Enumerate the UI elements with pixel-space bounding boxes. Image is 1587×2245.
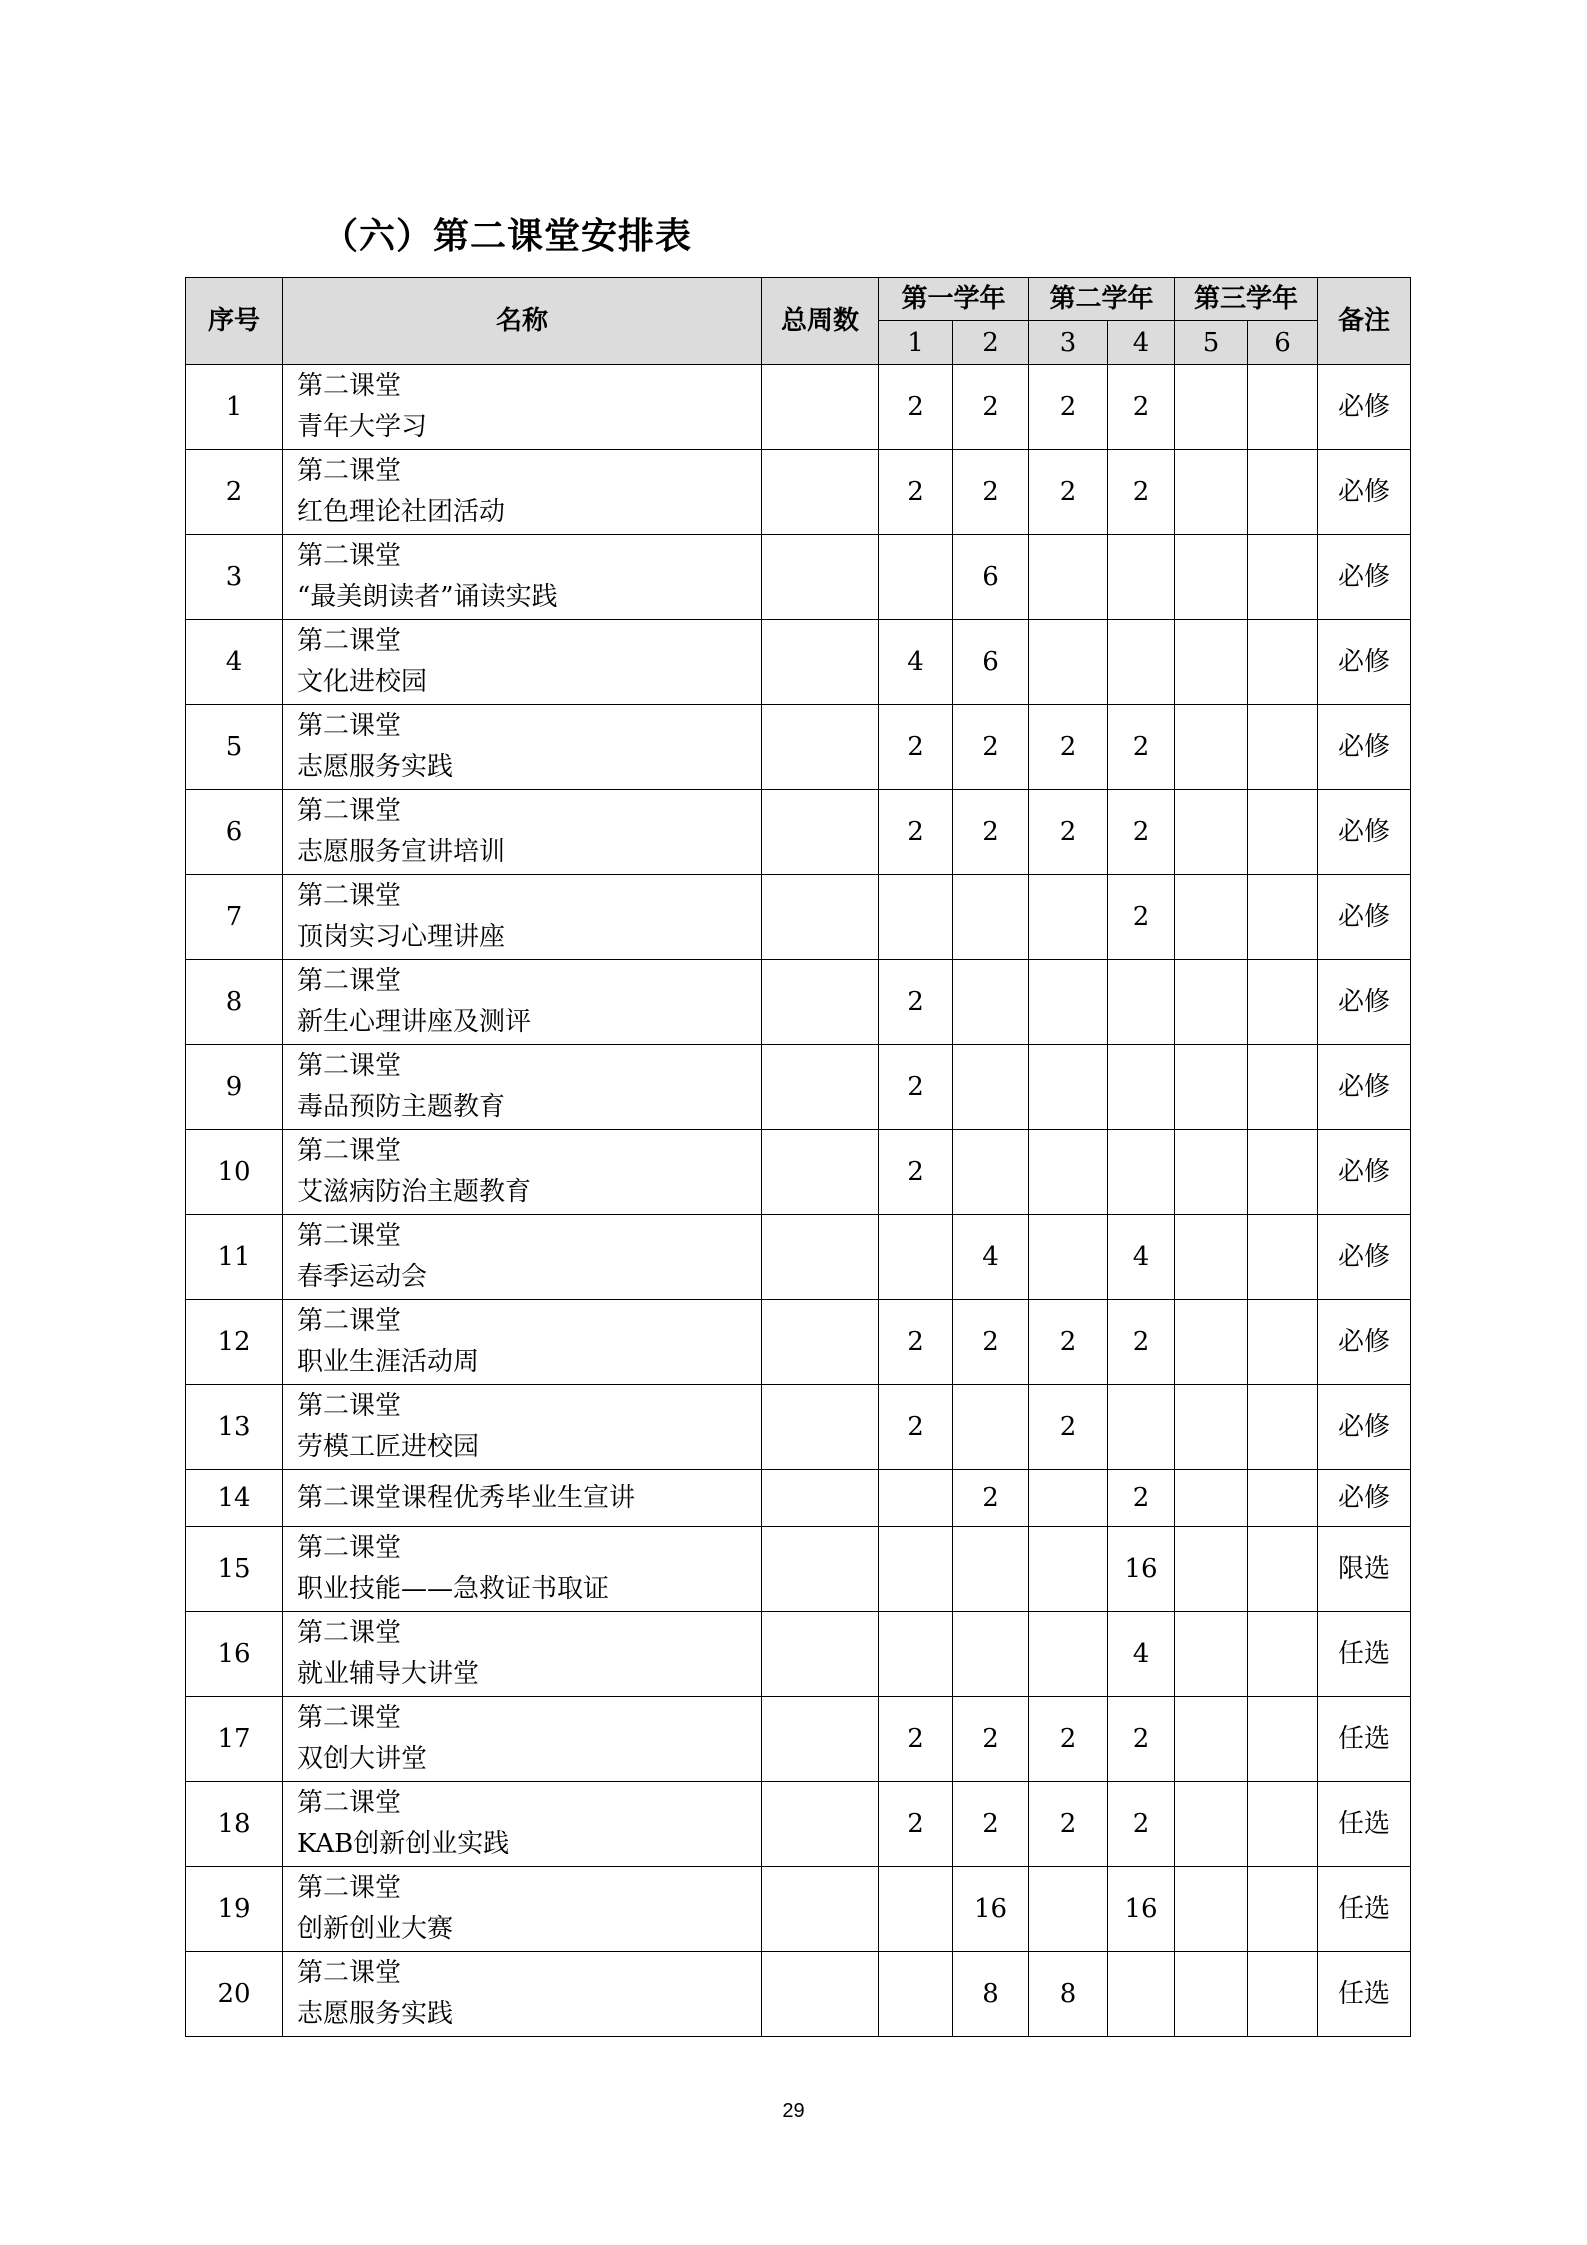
row-name bbox=[283, 1952, 762, 2037]
row-term-5 bbox=[1175, 1215, 1248, 1300]
row-term-1: 2 bbox=[879, 1130, 953, 1215]
row-term-1 bbox=[879, 1612, 953, 1697]
row-remark: 任选 bbox=[1318, 1612, 1411, 1697]
row-name-line2: 职业技能——急救证书取证 bbox=[297, 1574, 610, 1604]
row-name-line2: 青年大学习 bbox=[297, 412, 428, 442]
row-total-weeks bbox=[762, 450, 879, 535]
row-term-5 bbox=[1175, 705, 1248, 790]
row-name-line1: 第二课堂 bbox=[297, 1136, 402, 1166]
row-seq: 9 bbox=[186, 1045, 283, 1130]
row-term-4: 4 bbox=[1108, 1612, 1175, 1697]
row-term-4: 2 bbox=[1108, 1697, 1175, 1782]
row-seq: 13 bbox=[186, 1385, 283, 1470]
row-term-5 bbox=[1175, 1527, 1248, 1612]
row-term-4 bbox=[1108, 1952, 1175, 2037]
row-remark: 任选 bbox=[1318, 1867, 1411, 1952]
row-term-5 bbox=[1175, 1130, 1248, 1215]
row-term-2: 2 bbox=[953, 365, 1029, 450]
row-term-1: 2 bbox=[879, 705, 953, 790]
row-total-weeks bbox=[762, 1697, 879, 1782]
row-remark: 必修 bbox=[1318, 365, 1411, 450]
table-row bbox=[186, 790, 1411, 875]
table-row bbox=[186, 620, 1411, 705]
row-total-weeks bbox=[762, 1952, 879, 2037]
row-term-2: 2 bbox=[953, 450, 1029, 535]
row-total-weeks bbox=[762, 535, 879, 620]
row-term-6 bbox=[1248, 1215, 1318, 1300]
row-term-5 bbox=[1175, 450, 1248, 535]
row-term-5 bbox=[1175, 1385, 1248, 1470]
row-seq: 18 bbox=[186, 1782, 283, 1867]
row-name bbox=[283, 1612, 762, 1697]
row-term-6 bbox=[1248, 1527, 1318, 1612]
row-term-4: 2 bbox=[1108, 1782, 1175, 1867]
table-row bbox=[186, 1612, 1411, 1697]
row-total-weeks bbox=[762, 1385, 879, 1470]
row-name bbox=[283, 790, 762, 875]
row-term-4: 2 bbox=[1108, 450, 1175, 535]
row-remark: 必修 bbox=[1318, 960, 1411, 1045]
row-term-2: 8 bbox=[953, 1952, 1029, 2037]
row-term-4 bbox=[1108, 1385, 1175, 1470]
table-row bbox=[186, 535, 1411, 620]
row-seq: 7 bbox=[186, 875, 283, 960]
row-name-line2: 志愿服务实践 bbox=[297, 752, 454, 782]
row-name bbox=[283, 960, 762, 1045]
row-seq: 14 bbox=[186, 1470, 283, 1527]
row-seq: 17 bbox=[186, 1697, 283, 1782]
row-term-2: 2 bbox=[953, 1782, 1029, 1867]
table-row bbox=[186, 875, 1411, 960]
row-name bbox=[283, 1130, 762, 1215]
header-term: 3 bbox=[1029, 321, 1108, 365]
row-total-weeks bbox=[762, 875, 879, 960]
row-term-2 bbox=[953, 1045, 1029, 1130]
row-term-5 bbox=[1175, 790, 1248, 875]
table-row bbox=[186, 1300, 1411, 1385]
row-term-6 bbox=[1248, 1612, 1318, 1697]
row-term-4 bbox=[1108, 1045, 1175, 1130]
row-total-weeks bbox=[762, 1867, 879, 1952]
row-name-line1: 第二课堂 bbox=[297, 541, 402, 571]
row-total-weeks bbox=[762, 1782, 879, 1867]
row-term-5 bbox=[1175, 1782, 1248, 1867]
row-term-1 bbox=[879, 875, 953, 960]
row-total-weeks bbox=[762, 960, 879, 1045]
row-term-6 bbox=[1248, 1300, 1318, 1385]
row-term-2: 16 bbox=[953, 1867, 1029, 1952]
schedule-table bbox=[185, 277, 1411, 2037]
row-term-4: 2 bbox=[1108, 875, 1175, 960]
row-term-5 bbox=[1175, 1952, 1248, 2037]
row-name-line1: 第二课堂 bbox=[297, 1703, 402, 1733]
row-remark: 限选 bbox=[1318, 1527, 1411, 1612]
row-name-line2: 顶岗实习心理讲座 bbox=[297, 922, 506, 952]
row-name-line1: 第二课堂 bbox=[297, 1306, 402, 1336]
row-term-1: 2 bbox=[879, 1697, 953, 1782]
row-remark: 必修 bbox=[1318, 875, 1411, 960]
row-name bbox=[283, 620, 762, 705]
row-remark: 必修 bbox=[1318, 620, 1411, 705]
row-remark: 任选 bbox=[1318, 1697, 1411, 1782]
row-total-weeks bbox=[762, 1130, 879, 1215]
row-name-line1: 第二课堂 bbox=[297, 711, 402, 741]
page-title: （六）第二课堂安排表 bbox=[322, 216, 693, 257]
row-term-1 bbox=[879, 1867, 953, 1952]
row-term-6 bbox=[1248, 450, 1318, 535]
row-total-weeks bbox=[762, 365, 879, 450]
row-term-6 bbox=[1248, 535, 1318, 620]
row-term-6 bbox=[1248, 1697, 1318, 1782]
row-term-6 bbox=[1248, 790, 1318, 875]
row-name-line2: 职业生涯活动周 bbox=[297, 1347, 480, 1377]
row-term-4 bbox=[1108, 960, 1175, 1045]
table-row bbox=[186, 1130, 1411, 1215]
row-term-2: 2 bbox=[953, 1470, 1029, 1527]
row-term-4 bbox=[1108, 620, 1175, 705]
row-remark: 必修 bbox=[1318, 1470, 1411, 1527]
row-name-line1: 第二课堂 bbox=[297, 1391, 402, 1421]
row-name-line2: 创新创业大赛 bbox=[297, 1914, 454, 1944]
row-term-3 bbox=[1029, 535, 1108, 620]
row-seq: 2 bbox=[186, 450, 283, 535]
row-remark: 任选 bbox=[1318, 1782, 1411, 1867]
row-total-weeks bbox=[762, 620, 879, 705]
row-term-1: 2 bbox=[879, 1782, 953, 1867]
row-term-3: 2 bbox=[1029, 450, 1108, 535]
row-term-3: 2 bbox=[1029, 1385, 1108, 1470]
table-row bbox=[186, 960, 1411, 1045]
row-name-line2: 艾滋病防治主题教育 bbox=[297, 1177, 532, 1207]
row-name-line2: 志愿服务实践 bbox=[297, 1999, 454, 2029]
row-name bbox=[283, 450, 762, 535]
row-seq: 11 bbox=[186, 1215, 283, 1300]
table-body bbox=[186, 365, 1411, 2037]
row-name-line2: 志愿服务宣讲培训 bbox=[297, 837, 506, 867]
row-term-5 bbox=[1175, 1612, 1248, 1697]
row-term-3: 2 bbox=[1029, 705, 1108, 790]
row-term-5 bbox=[1175, 1300, 1248, 1385]
row-term-4: 16 bbox=[1108, 1527, 1175, 1612]
row-name bbox=[283, 1470, 762, 1527]
header-total-weeks: 总周数 bbox=[762, 278, 879, 365]
row-term-6 bbox=[1248, 1130, 1318, 1215]
row-total-weeks bbox=[762, 790, 879, 875]
row-term-1: 2 bbox=[879, 1300, 953, 1385]
row-seq: 12 bbox=[186, 1300, 283, 1385]
row-term-6 bbox=[1248, 1867, 1318, 1952]
table-row bbox=[186, 1215, 1411, 1300]
table-row bbox=[186, 450, 1411, 535]
row-term-6 bbox=[1248, 365, 1318, 450]
row-term-2: 2 bbox=[953, 790, 1029, 875]
row-term-1: 2 bbox=[879, 450, 953, 535]
row-name-line1: 第二课堂 bbox=[297, 1533, 402, 1563]
row-name-line2: 文化进校园 bbox=[297, 667, 428, 697]
table-row bbox=[186, 1697, 1411, 1782]
row-name-line1: 第二课堂课程优秀毕业生宣讲 bbox=[297, 1482, 636, 1513]
row-name bbox=[283, 1045, 762, 1130]
row-term-3 bbox=[1029, 875, 1108, 960]
row-term-1 bbox=[879, 535, 953, 620]
row-name-line1: 第二课堂 bbox=[297, 796, 402, 826]
row-name-line1: 第二课堂 bbox=[297, 1051, 402, 1081]
row-term-5 bbox=[1175, 1867, 1248, 1952]
row-seq: 3 bbox=[186, 535, 283, 620]
row-seq: 1 bbox=[186, 365, 283, 450]
row-term-2: 4 bbox=[953, 1215, 1029, 1300]
row-remark: 必修 bbox=[1318, 1130, 1411, 1215]
row-term-3 bbox=[1029, 1470, 1108, 1527]
row-term-5 bbox=[1175, 1045, 1248, 1130]
row-name bbox=[283, 1300, 762, 1385]
row-name bbox=[283, 875, 762, 960]
row-name-line1: 第二课堂 bbox=[297, 1618, 402, 1648]
row-term-3 bbox=[1029, 620, 1108, 705]
row-remark: 必修 bbox=[1318, 450, 1411, 535]
row-term-2: 6 bbox=[953, 535, 1029, 620]
row-name bbox=[283, 1697, 762, 1782]
row-total-weeks bbox=[762, 1612, 879, 1697]
row-term-3: 2 bbox=[1029, 365, 1108, 450]
row-term-1: 2 bbox=[879, 1385, 953, 1470]
row-term-2 bbox=[953, 1612, 1029, 1697]
row-term-2 bbox=[953, 960, 1029, 1045]
table-row bbox=[186, 1470, 1411, 1527]
row-term-1: 2 bbox=[879, 1045, 953, 1130]
table-row bbox=[186, 1527, 1411, 1612]
table-row bbox=[186, 365, 1411, 450]
table-row bbox=[186, 705, 1411, 790]
row-term-4 bbox=[1108, 1130, 1175, 1215]
row-name bbox=[283, 365, 762, 450]
row-name-line2: 双创大讲堂 bbox=[297, 1744, 428, 1774]
row-name-line2: 春季运动会 bbox=[297, 1262, 428, 1292]
row-term-1: 2 bbox=[879, 960, 953, 1045]
row-seq: 4 bbox=[186, 620, 283, 705]
row-term-1 bbox=[879, 1952, 953, 2037]
row-seq: 8 bbox=[186, 960, 283, 1045]
row-term-3: 2 bbox=[1029, 1697, 1108, 1782]
row-term-6 bbox=[1248, 620, 1318, 705]
row-total-weeks bbox=[762, 1470, 879, 1527]
row-remark: 必修 bbox=[1318, 1385, 1411, 1470]
row-name bbox=[283, 1215, 762, 1300]
row-term-4: 16 bbox=[1108, 1867, 1175, 1952]
row-term-1 bbox=[879, 1215, 953, 1300]
row-seq: 20 bbox=[186, 1952, 283, 2037]
row-name-line1: 第二课堂 bbox=[297, 626, 402, 656]
row-remark: 必修 bbox=[1318, 1300, 1411, 1385]
row-term-2 bbox=[953, 875, 1029, 960]
row-name bbox=[283, 1867, 762, 1952]
row-term-2 bbox=[953, 1527, 1029, 1612]
page-number: 29 bbox=[782, 2100, 805, 2122]
row-term-2: 2 bbox=[953, 1697, 1029, 1782]
row-name bbox=[283, 1385, 762, 1470]
row-total-weeks bbox=[762, 1215, 879, 1300]
row-name-line2: 新生心理讲座及测评 bbox=[297, 1007, 532, 1037]
row-remark: 必修 bbox=[1318, 1045, 1411, 1130]
row-total-weeks bbox=[762, 705, 879, 790]
row-term-4: 4 bbox=[1108, 1215, 1175, 1300]
row-term-5 bbox=[1175, 1697, 1248, 1782]
row-remark: 必修 bbox=[1318, 790, 1411, 875]
row-term-6 bbox=[1248, 1952, 1318, 2037]
row-term-4: 2 bbox=[1108, 790, 1175, 875]
row-remark: 任选 bbox=[1318, 1952, 1411, 2037]
header-year3: 第三学年 bbox=[1175, 278, 1318, 321]
row-seq: 5 bbox=[186, 705, 283, 790]
header-row-top bbox=[186, 278, 1411, 321]
row-seq: 19 bbox=[186, 1867, 283, 1952]
row-term-1: 2 bbox=[879, 365, 953, 450]
row-name bbox=[283, 705, 762, 790]
header-term: 1 bbox=[879, 321, 953, 365]
row-term-2: 2 bbox=[953, 1300, 1029, 1385]
row-term-4: 2 bbox=[1108, 1470, 1175, 1527]
row-term-5 bbox=[1175, 365, 1248, 450]
row-term-2: 2 bbox=[953, 705, 1029, 790]
header-year1: 第一学年 bbox=[879, 278, 1029, 321]
row-term-6 bbox=[1248, 1782, 1318, 1867]
row-term-5 bbox=[1175, 620, 1248, 705]
row-term-3 bbox=[1029, 1867, 1108, 1952]
row-term-6 bbox=[1248, 1470, 1318, 1527]
row-name-line1: 第二课堂 bbox=[297, 1788, 402, 1818]
row-seq: 10 bbox=[186, 1130, 283, 1215]
header-name: 名称 bbox=[283, 278, 762, 365]
row-term-5 bbox=[1175, 1470, 1248, 1527]
row-total-weeks bbox=[762, 1045, 879, 1130]
row-term-4: 2 bbox=[1108, 365, 1175, 450]
header-term: 5 bbox=[1175, 321, 1248, 365]
row-name-line1: 第二课堂 bbox=[297, 1958, 402, 1988]
row-term-2 bbox=[953, 1385, 1029, 1470]
row-term-4 bbox=[1108, 535, 1175, 620]
row-name-line2: 毒品预防主题教育 bbox=[297, 1092, 506, 1122]
row-name bbox=[283, 535, 762, 620]
row-remark: 必修 bbox=[1318, 705, 1411, 790]
row-term-3 bbox=[1029, 1527, 1108, 1612]
header-year2: 第二学年 bbox=[1029, 278, 1175, 321]
row-term-3 bbox=[1029, 1045, 1108, 1130]
row-term-3 bbox=[1029, 1612, 1108, 1697]
row-term-6 bbox=[1248, 705, 1318, 790]
row-name-line2: 就业辅导大讲堂 bbox=[297, 1659, 480, 1689]
row-term-1 bbox=[879, 1470, 953, 1527]
row-term-6 bbox=[1248, 960, 1318, 1045]
header-remark: 备注 bbox=[1318, 278, 1411, 365]
row-term-4: 2 bbox=[1108, 1300, 1175, 1385]
row-term-5 bbox=[1175, 535, 1248, 620]
row-term-4: 2 bbox=[1108, 705, 1175, 790]
table-row bbox=[186, 1045, 1411, 1130]
row-term-5 bbox=[1175, 875, 1248, 960]
row-term-6 bbox=[1248, 1045, 1318, 1130]
row-term-6 bbox=[1248, 875, 1318, 960]
table-row bbox=[186, 1782, 1411, 1867]
row-term-3: 8 bbox=[1029, 1952, 1108, 2037]
row-name bbox=[283, 1782, 762, 1867]
row-term-3: 2 bbox=[1029, 790, 1108, 875]
row-term-3: 2 bbox=[1029, 1782, 1108, 1867]
row-seq: 6 bbox=[186, 790, 283, 875]
row-name-line1: 第二课堂 bbox=[297, 456, 402, 486]
row-name-line1: 第二课堂 bbox=[297, 371, 402, 401]
row-name-line2: “最美朗读者”诵读实践 bbox=[297, 582, 558, 612]
row-remark: 必修 bbox=[1318, 1215, 1411, 1300]
row-name-line1: 第二课堂 bbox=[297, 881, 402, 911]
row-term-1 bbox=[879, 1527, 953, 1612]
row-term-5 bbox=[1175, 960, 1248, 1045]
row-name-line1: 第二课堂 bbox=[297, 1873, 402, 1903]
row-seq: 16 bbox=[186, 1612, 283, 1697]
row-name-line1: 第二课堂 bbox=[297, 1221, 402, 1251]
table-row bbox=[186, 1867, 1411, 1952]
row-term-2: 6 bbox=[953, 620, 1029, 705]
row-name-line2: 红色理论社团活动 bbox=[297, 497, 506, 527]
row-remark: 必修 bbox=[1318, 535, 1411, 620]
header-term: 4 bbox=[1108, 321, 1175, 365]
row-term-3 bbox=[1029, 1130, 1108, 1215]
header-term: 2 bbox=[953, 321, 1029, 365]
row-term-1: 2 bbox=[879, 790, 953, 875]
row-term-3 bbox=[1029, 1215, 1108, 1300]
header-term: 6 bbox=[1248, 321, 1318, 365]
header-seq: 序号 bbox=[186, 278, 283, 365]
row-total-weeks bbox=[762, 1527, 879, 1612]
row-name bbox=[283, 1527, 762, 1612]
row-total-weeks bbox=[762, 1300, 879, 1385]
row-term-1: 4 bbox=[879, 620, 953, 705]
row-term-6 bbox=[1248, 1385, 1318, 1470]
row-name-line2: 劳模工匠进校园 bbox=[297, 1432, 480, 1462]
row-seq: 15 bbox=[186, 1527, 283, 1612]
row-name-line1: 第二课堂 bbox=[297, 966, 402, 996]
table-row bbox=[186, 1952, 1411, 2037]
row-name-line2: KAB创新创业实践 bbox=[297, 1829, 510, 1859]
row-term-3 bbox=[1029, 960, 1108, 1045]
row-term-3: 2 bbox=[1029, 1300, 1108, 1385]
table-row bbox=[186, 1385, 1411, 1470]
row-term-2 bbox=[953, 1130, 1029, 1215]
